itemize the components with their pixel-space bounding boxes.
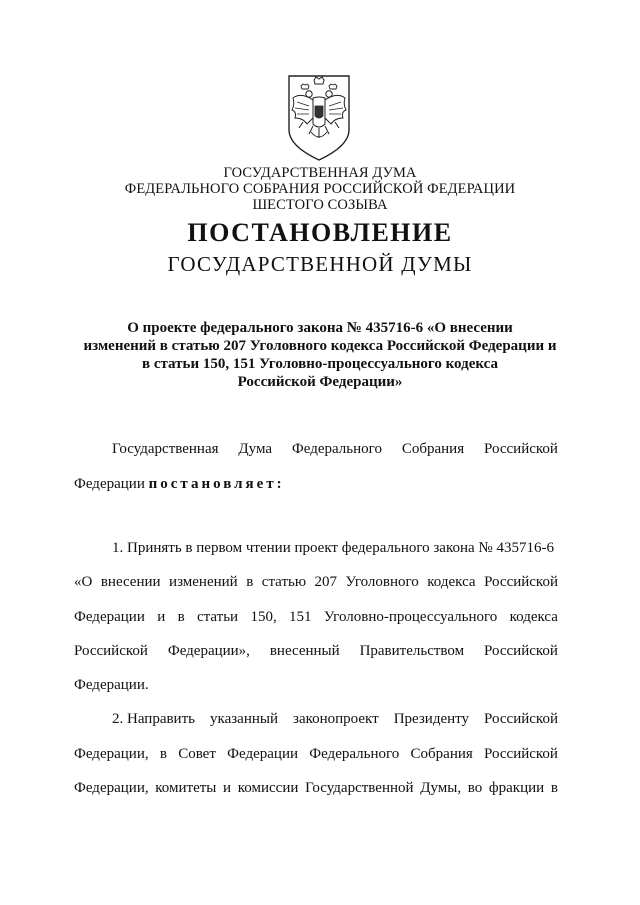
subject-line-2: изменений в статью 207 Уголовного кодекса Российской Федерации и [83,338,557,354]
item2-word: законопроект [293,711,379,727]
subject-line-1: О проекте федерального закона № 435716-6 «О внесении [127,320,513,336]
subject-line-4: Российской Федерации» [237,374,403,390]
item1-line-4 [74,643,558,663]
item2-word: Президенту [393,711,470,727]
preamble-word: Государственная [112,441,219,457]
item2-line-3 [74,780,558,800]
preamble-line-1 [112,441,558,461]
item2-word: в [159,746,167,762]
item2-word: Российской [484,746,558,762]
item2-word: Собрания [410,746,473,762]
item1-word: Уголовного [345,574,419,590]
item1-line-1: 1. Принять в первом чтении проект федерального закона № 435716-6 [112,540,554,556]
item1-word: Уголовно-процессуального [323,609,498,625]
item2-word: Федерации, [74,746,149,762]
item2-word: комитеты [155,780,217,796]
item1-word: Федерации [74,609,145,625]
item1-word: статью [261,574,307,590]
preamble-word: Российской [484,441,558,457]
item2-word: 2. Направить [112,711,195,727]
item1-word: изменений [169,574,238,590]
item2-word: Российской [484,711,558,727]
item1-word: статьи [197,609,239,625]
item1-word: Российской [484,643,558,659]
preamble-word: Федерального [291,441,382,457]
item1-word: Российской [74,643,148,659]
item2-word: фракции [488,780,545,796]
item1-word: в [177,609,185,625]
preamble-word: Собрания [401,441,465,457]
item1-word: «О [74,574,93,590]
item2-word: Государственной [305,780,414,796]
item1-line-3 [74,609,558,629]
item2-word: в [550,780,558,796]
item2-line-1 [112,711,558,731]
header-line-1: ГОСУДАРСТВЕННАЯ ДУМА [223,165,417,181]
document-subtitle: ГОСУДАРСТВЕННОЙ ДУМЫ [167,252,473,276]
subject-line-3: в статьи 150, 151 Уголовно-процессуального кодекса [142,356,498,372]
item2-word: Думы, [420,780,462,796]
item2-word: Федерации [227,746,298,762]
item2-word: и [223,780,232,796]
item1-word: Правительством [359,643,465,659]
item2-word: Федерации, [74,780,149,796]
item1-word: 150, [250,609,277,625]
document-title: ПОСТАНОВЛЕНИЕ [187,218,453,247]
item2-line-2 [74,746,558,766]
item1-word: в [246,574,254,590]
item1-word: 151 [289,609,312,625]
item1-word: Федерации», [167,643,250,659]
preamble-line-2 [74,476,558,496]
russian-coat-of-arms-emblem [283,72,355,164]
item1-word: внесенный [269,643,340,659]
item2-word: комиссии [237,780,299,796]
item1-word: Российской [484,574,558,590]
item1-word: внесении [100,574,161,590]
item2-word: Совет [178,746,216,762]
item1-word: 207 [314,574,338,590]
item2-word: Федерального [309,746,400,762]
item2-word: указанный [210,711,278,727]
item1-word: кодекса [427,574,476,590]
resolution-verb: постановляет: [148,476,285,492]
item1-word: и [157,609,166,625]
item2-word: во [467,780,483,796]
header-line-3: ШЕСТОГО СОЗЫВА [252,197,388,213]
header-line-2: ФЕДЕРАЛЬНОГО СОБРАНИЯ РОССИЙСКОЙ ФЕДЕРАЦИИ [124,181,516,197]
item1-line-5: Федерации. [74,677,149,693]
preamble-text: Федерации [74,476,149,492]
preamble-word: Дума [238,441,273,457]
item1-word: кодекса [509,609,558,625]
item1-line-2 [74,574,558,594]
